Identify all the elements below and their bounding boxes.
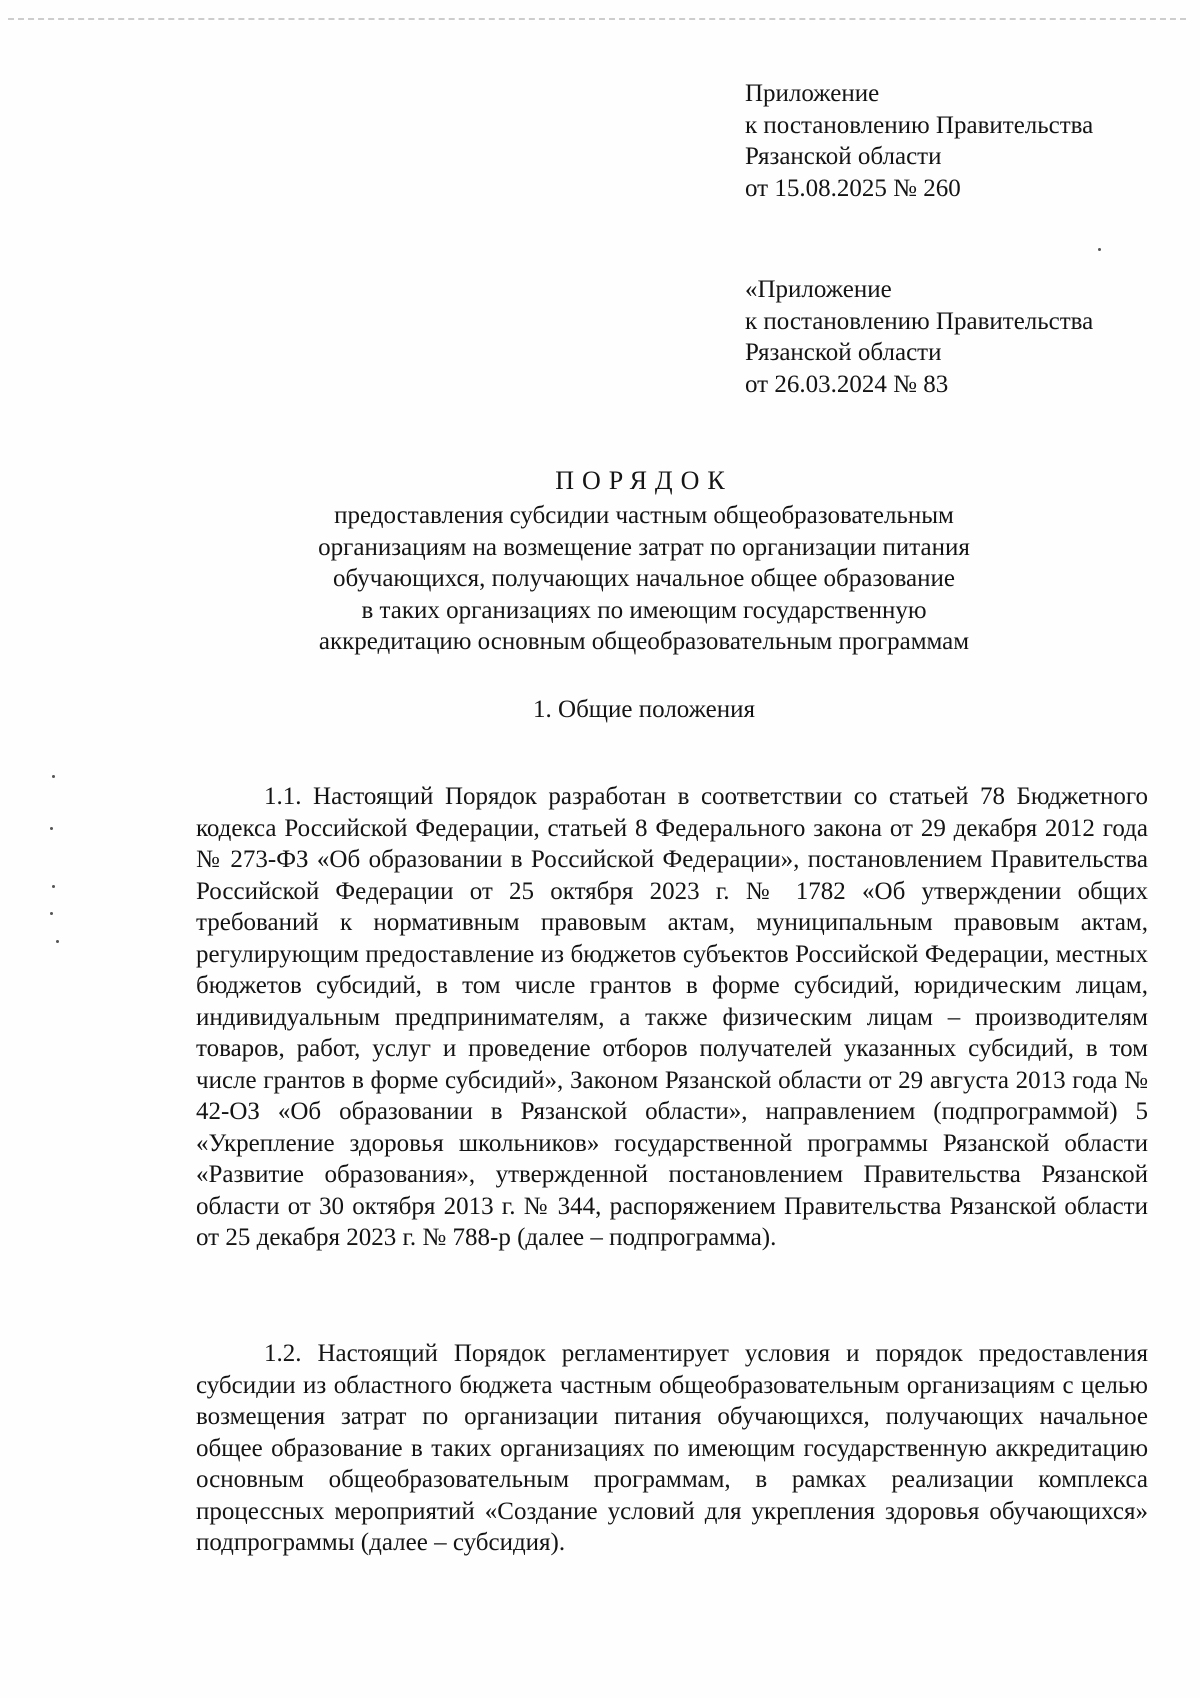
scan-top-edge <box>8 18 1186 20</box>
approval-date-number: от 15.08.2025 № 260 <box>745 174 961 202</box>
approval-line: к постановлению Правительства <box>745 111 1094 139</box>
approval-line: Приложение <box>745 80 880 107</box>
document-subtitle <box>200 500 1088 658</box>
scan-speck <box>52 885 55 888</box>
subtitle-line: обучающихся, получающих начальное общее образование <box>332 565 956 592</box>
approval-header-original <box>745 274 1093 400</box>
approval-line: Рязанской области <box>745 143 942 170</box>
scan-speck <box>52 775 55 778</box>
subtitle-line: предоставления субсидии частным общеобразовательным <box>334 502 954 529</box>
approval-line: «Приложение <box>745 276 892 303</box>
approval-line: Рязанской области <box>745 339 942 366</box>
paragraph-1-2: 1.2. Настоящий Порядок регламентирует условия и порядок предоставления субсидии из областного бюджета частным общеобразовательным организациям с целью возмещения затрат по организации питания обучающихся, получающих начальное общее образование в таких организациях по имеющим государственную аккредитацию основным общеобразовательным программам, в рамках реализации комплекса процессных мероприятий «Создание условий для укрепления здоровья обучающихся» подпрограммы (далее – субсидия). <box>196 1340 1148 1556</box>
subtitle-line: аккредитацию основным общеобразовательным программам <box>318 628 970 655</box>
scan-speck <box>50 827 53 830</box>
approval-header-current <box>745 78 1093 204</box>
subtitle-line: организациям на возмещение затрат по организации питания <box>318 533 970 561</box>
document-title: ПОРЯДОК <box>555 466 733 495</box>
section-heading: 1. Общие положения <box>533 696 755 723</box>
scan-speck <box>1098 248 1101 251</box>
subtitle-line: в таких организациях по имеющим государственную <box>361 596 927 624</box>
paragraph-1-1: 1.1. Настоящий Порядок разработан в соответствии со статьей 78 Бюджетного кодекса Российской Федерации, статьей 8 Федерального закона от 29 декабря 2012 года № 273-ФЗ «Об образовании в Российской Федерации», постановлением Правительства Российской Федерации от 25 октября 2023 г. № 1782 «Об утверждении общих требований к нормативным правовым актам, муниципальным правовым актам, регулирующим предоставление из бюджетов субъектов Российской Федерации, местных бюджетов субсидий, в том числе грантов в форме субсидий, юридическим лицам, индивидуальным предпринимателям, а также физическим лицам – производителям товаров, работ, услуг и проведение отборов получателей указанных субсидий, в том числе грантов в форме субсидий», Законом Рязанской области от 29 августа 2013 года № 42-ОЗ «Об образовании в Рязанской области», направлением (подпрограммой) 5 «Укрепление здоровья школьников» государственной программы Рязанской области «Развитие образования», утвержденной постановлением Правительства Рязанской области от 30 октября 2013 г. № 344, распоряжением Правительства Рязанской области от 25 декабря 2023 г. № 788-р (далее – подпрограмма). <box>196 783 1148 1251</box>
approval-line: к постановлению Правительства <box>745 307 1094 335</box>
scan-speck <box>50 912 53 915</box>
scan-speck <box>56 940 59 943</box>
approval-date-number: от 26.03.2024 № 83 <box>745 370 949 398</box>
document-title-block <box>200 464 1088 658</box>
